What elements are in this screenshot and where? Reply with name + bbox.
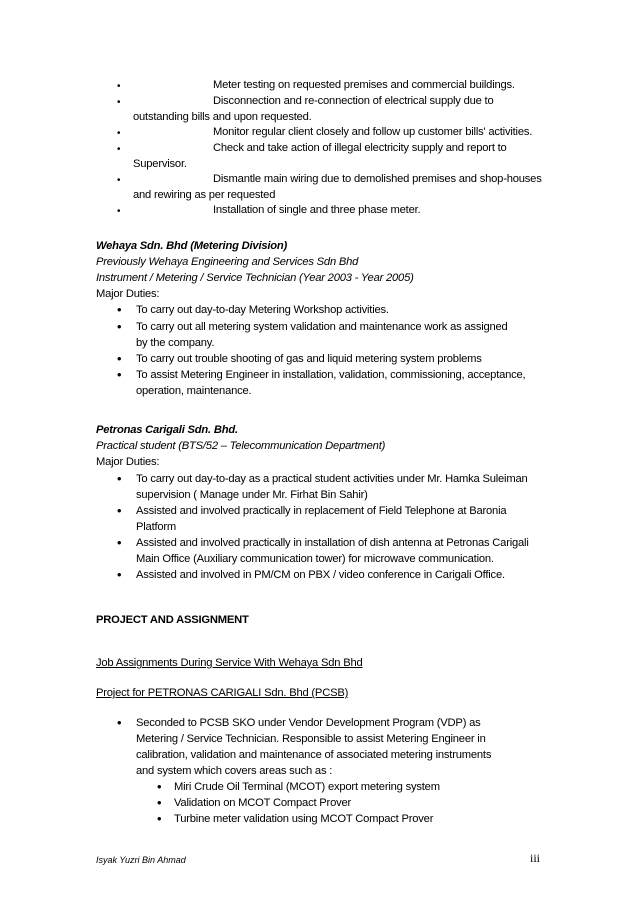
page-number: iii: [530, 851, 541, 865]
area-item: Miri Crude Oil Terminal (MCOT) export metering system: [174, 781, 440, 793]
duty-item: To carry out all metering system validation and maintenance work as assigned: [136, 321, 508, 333]
bullet: •: [117, 128, 121, 139]
bullet: •: [157, 795, 162, 810]
bullet: •: [117, 567, 122, 582]
duty-item-continued: Platform: [136, 521, 177, 533]
job-role: Instrument / Metering / Service Technician (Year 2003 - Year 2005): [96, 272, 414, 284]
bullet: •: [117, 302, 122, 317]
duty-item-continued: Main Office (Auxiliary communication tower) for microwave communication.: [136, 553, 494, 565]
bullet: •: [117, 81, 121, 92]
company-name: Wehaya Sdn. Bhd (Metering Division): [96, 240, 288, 252]
top-list-item-continued: outstanding bills and upon requested.: [133, 111, 312, 123]
secondment-line: and system which covers areas such as :: [136, 765, 333, 777]
duty-item: Assisted and involved in PM/CM on PBX / video conference in Carigali Office.: [136, 569, 505, 581]
top-list-item: Dismantle main wiring due to demolished premises and shop-houses: [213, 173, 542, 185]
bullet: •: [117, 503, 122, 518]
top-list-item: Check and take action of illegal electricity supply and report to: [213, 142, 507, 154]
top-list-item: Installation of single and three phase meter.: [213, 204, 421, 216]
top-list-item: Meter testing on requested premises and commercial buildings.: [213, 79, 515, 91]
duty-item: To carry out day-to-day Metering Workshop activities.: [136, 304, 389, 316]
secondment-line: calibration, validation and maintenance of associated metering instruments: [136, 749, 492, 761]
duty-item-continued: operation, maintenance.: [136, 385, 252, 397]
project-for-heading: Project for PETRONAS CARIGALI Sdn. Bhd (PCSB): [96, 687, 349, 699]
top-list-item-continued: and rewiring as per requested: [133, 189, 276, 201]
company-name: Petronas Carigali Sdn. Bhd.: [96, 424, 238, 436]
bullet: •: [117, 175, 121, 186]
section-heading: PROJECT AND ASSIGNMENT: [96, 614, 249, 626]
company-previous-name: Previously Wehaya Engineering and Services Sdn Bhd: [96, 256, 359, 268]
duty-item: Assisted and involved practically in replacement of Field Telephone at Baronia: [136, 505, 507, 517]
bullet: •: [157, 779, 162, 794]
bullet: •: [117, 351, 122, 366]
bullet: •: [117, 471, 122, 486]
bullet: •: [117, 319, 122, 334]
duty-item-continued: by the company.: [136, 337, 215, 349]
duty-item: To carry out day-to-day as a practical student activities under Mr. Hamka Suleiman: [136, 473, 528, 485]
secondment-line: Metering / Service Technician. Responsible to assist Metering Engineer in: [136, 733, 486, 745]
secondment-line: Seconded to PCSB SKO under Vendor Development Program (VDP) as: [136, 717, 481, 729]
area-item: Turbine meter validation using MCOT Compact Prover: [174, 813, 434, 825]
bullet: •: [157, 811, 162, 826]
top-list-item: Monitor regular client closely and follow up customer bills' activities.: [213, 126, 533, 138]
footer-author: Isyak Yuzri Bin Ahmad: [96, 855, 186, 865]
job-assignments-heading: Job Assignments During Service With Wehaya Sdn Bhd: [96, 657, 363, 669]
bullet: •: [117, 97, 121, 108]
bullet: •: [117, 144, 121, 155]
duty-item: Assisted and involved practically in installation of dish antenna at Petronas Carigali: [136, 537, 529, 549]
bullet: •: [117, 535, 122, 550]
job-role: Practical student (BTS/52 – Telecommunication Department): [96, 440, 386, 452]
bullet: •: [117, 206, 121, 217]
duty-item: To carry out trouble shooting of gas and liquid metering system problems: [136, 353, 482, 365]
top-list-item-continued: Supervisor.: [133, 158, 187, 170]
bullet: •: [117, 715, 122, 730]
duty-item-continued: supervision ( Manage under Mr. Firhat Bin Sahir): [136, 489, 368, 501]
duties-label: Major Duties:: [96, 456, 160, 468]
top-list-item: Disconnection and re-connection of electrical supply due to: [213, 95, 494, 107]
area-item: Validation on MCOT Compact Prover: [174, 797, 352, 809]
duty-item: To assist Metering Engineer in installation, validation, commissioning, acceptance,: [136, 369, 526, 381]
bullet: •: [117, 367, 122, 382]
duties-label: Major Duties:: [96, 288, 160, 300]
